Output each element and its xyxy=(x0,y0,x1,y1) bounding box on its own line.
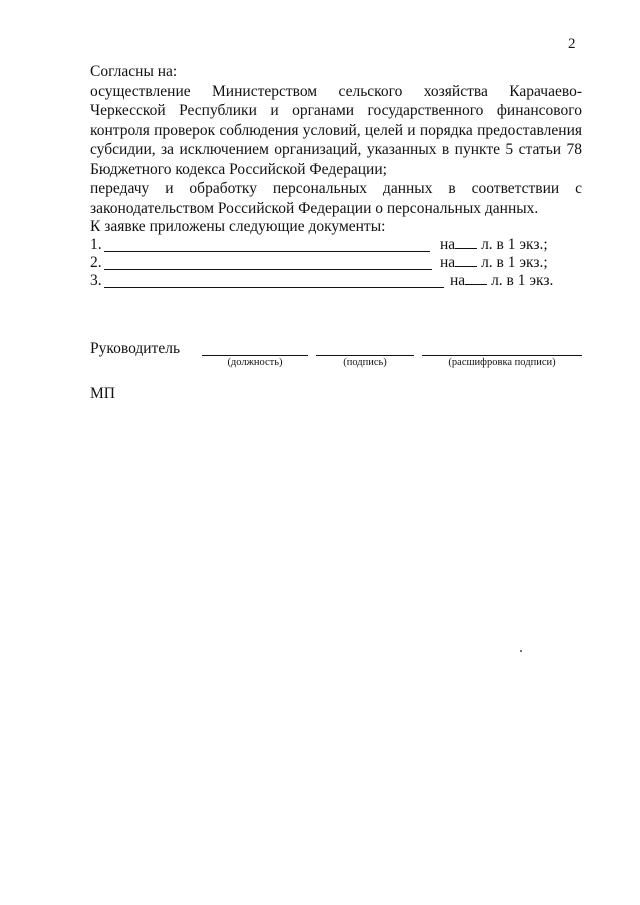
consent-paragraph-inspection: осуществление Министерством сельского хозяйства Карачаево-Черкесской Республики и органами государственного финансового контроля проверок соблюдения условий, целей и порядка предоставления субсидии, за исключением организаций, указанных в пункте 5 статьи 78 Бюджетного кодекса Российской Федерации; xyxy=(90,82,582,178)
attachment-row-2 xyxy=(90,254,560,274)
attachment-pages-text xyxy=(440,236,548,254)
attachment-pages-prefix: на xyxy=(440,254,456,271)
attachment-pages-text xyxy=(440,254,548,272)
stamp-place-label: МП xyxy=(90,385,115,402)
attachment-row-number: 2. xyxy=(90,254,102,271)
attachments-heading: К заявке приложены следующие документы: xyxy=(90,218,386,235)
consent-paragraph-personal-data: передачу и обработку персональных данных в соответствии с законодательством Российской Федерации о персональных данных. xyxy=(90,180,582,217)
attachment-name-blank xyxy=(104,287,444,288)
attachment-pages-blank xyxy=(455,236,477,249)
signature-role-label: Руководитель xyxy=(90,340,181,357)
attachment-pages-suffix: л. в 1 экз. xyxy=(491,272,554,289)
attachment-pages-blank xyxy=(455,254,477,267)
signature-block xyxy=(90,340,590,380)
attachment-row-number: 3. xyxy=(90,272,102,289)
page-number: 2 xyxy=(568,36,576,52)
attachment-name-blank xyxy=(104,251,430,252)
attachment-pages-blank xyxy=(465,272,487,285)
scan-speck xyxy=(520,650,522,652)
transcript-caption: (расшифровка подписи) xyxy=(448,357,556,368)
consent-section xyxy=(90,62,582,218)
position-line xyxy=(202,355,308,356)
attachment-pages-prefix: на xyxy=(440,236,456,253)
signature-line xyxy=(316,355,414,356)
attachment-pages-suffix: л. в 1 экз.; xyxy=(481,236,548,253)
attachment-row-3 xyxy=(90,272,560,292)
attachment-pages-text xyxy=(450,272,553,290)
attachment-pages-prefix: на xyxy=(450,272,466,289)
consent-heading: Согласны на: xyxy=(90,63,178,80)
transcript-line xyxy=(422,355,582,356)
position-caption: (должность) xyxy=(227,357,283,368)
attachment-pages-suffix: л. в 1 экз.; xyxy=(481,254,548,271)
attachment-row-1 xyxy=(90,236,560,256)
attachment-row-number: 1. xyxy=(90,236,102,253)
signature-caption: (подпись) xyxy=(343,357,387,368)
attachment-name-blank xyxy=(104,269,432,270)
